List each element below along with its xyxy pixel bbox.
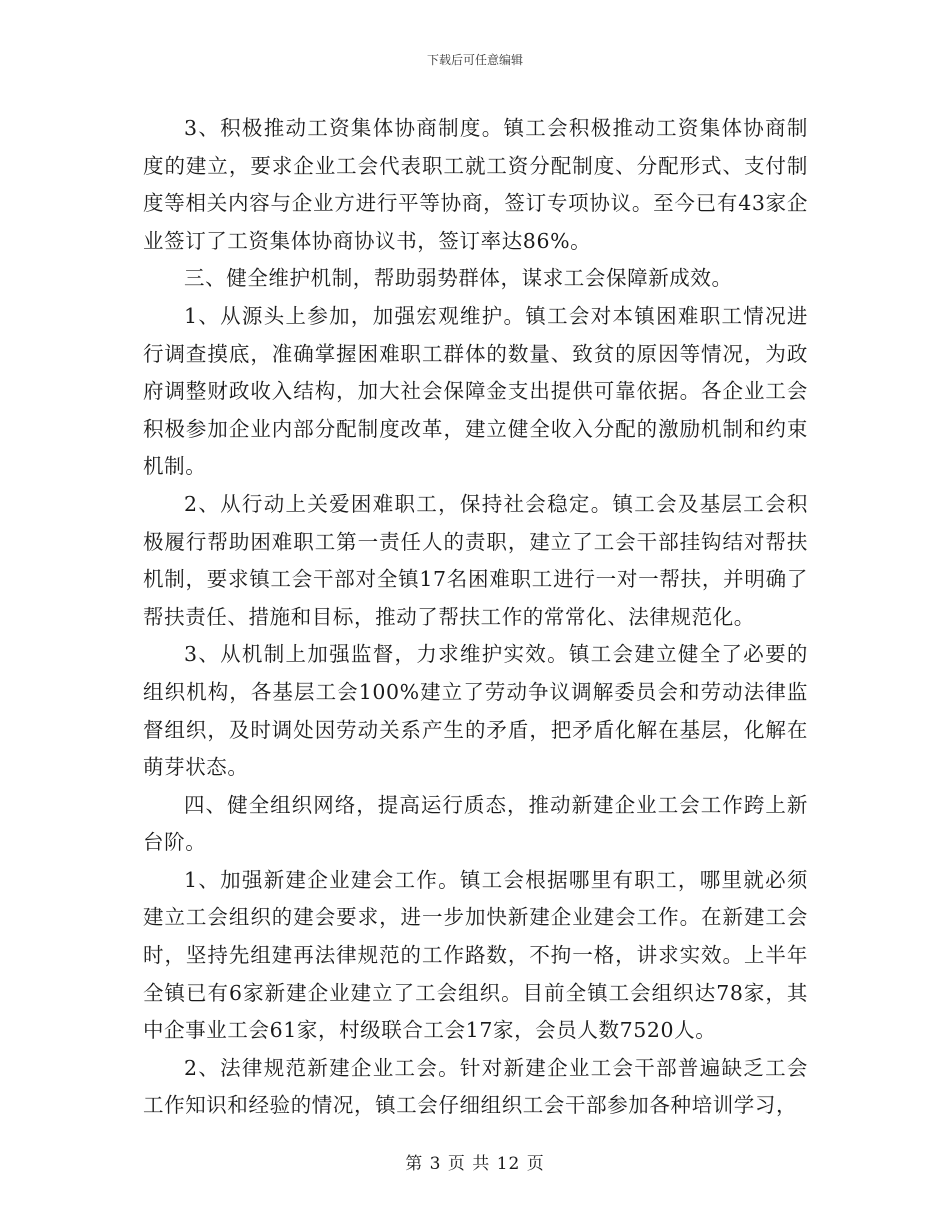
document-body — [143, 110, 808, 1125]
paragraph-6: 2、法律规范新建企业工会。针对新建企业工会干部普遍缺乏工会工作知识和经验的情况，镇工会仔细组织工会干部参加各种培训学习， — [143, 1055, 808, 1118]
paragraph-2: 1、从源头上参加，加强宏观维护。镇工会对本镇困难职工情况进行调查摸底，准确掌握困难职工群体的数量、致贫的原因等情况，为政府调整财政收入结构，加大社会保障金支出提供可靠依据。各企业工会积极参加企业内部分配制度改革，建立健全收入分配的激励机制和约束机制。 — [143, 303, 808, 479]
paragraph-5: 1、加强新建企业建会工作。镇工会根据哪里有职工，哪里就必须建立工会组织的建会要求，进一步加快新建企业建会工作。在新建工会时，坚持先组建再法律规范的工作路数，不拘一格，讲求实效。上半年全镇已有6家新建企业建立了工会组织。目前全镇工会组织达78家，其中企事业工会61家，村级联合工会17家，会员人数7520人。 — [143, 867, 808, 1043]
section-heading-4: 四、健全组织网络，提高运行质态，推动新建企业工会工作跨上新台阶。 — [143, 792, 808, 855]
paragraph-4: 3、从机制上加强监督，力求维护实效。镇工会建立健全了必要的组织机构，各基层工会100%建立了劳动争议调解委员会和劳动法律监督组织，及时调处因劳动关系产生的矛盾，把矛盾化解在基层，化解在萌芽状态。 — [143, 642, 808, 780]
page-number: 第 3 页 共 12 页 — [405, 1154, 545, 1174]
paragraph-1: 3、积极推动工资集体协商制度。镇工会积极推动工资集体协商制度的建立，要求企业工会代表职工就工资分配制度、分配形式、支付制度等相关内容与企业方进行平等协商，签订专项协议。至今已有43家企业签订了工资集体协商协议书，签订率达86%。 — [143, 116, 808, 253]
section-heading-3: 三、健全维护机制，帮助弱势群体，谋求工会保障新成效。 — [184, 266, 733, 291]
paragraph-3: 2、从行动上关爱困难职工，保持社会稳定。镇工会及基层工会积极履行帮助困难职工第一责任人的责职，建立了工会干部挂钩结对帮扶机制，要求镇工会干部对全镇17名困难职工进行一对一帮扶，并明确了帮扶责任、措施和目标，推动了帮扶工作的常常化、法律规范化。 — [143, 491, 808, 629]
page-header: 下载后可任意编辑 — [426, 53, 523, 67]
